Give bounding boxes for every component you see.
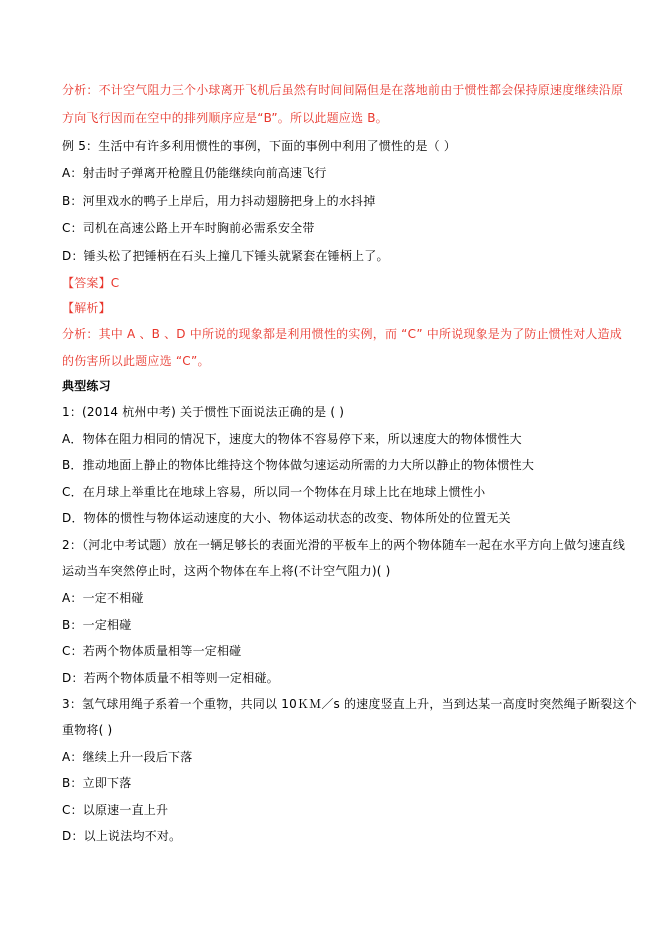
q1-option-d: D．物体的惯性与物体运动速度的大小、物体运动状态的改变、物体所处的位置无关 [62,511,511,525]
q3-option-c: C：以原速一直上升 [62,803,169,817]
q1-option-b: B．推动地面上静止的物体比维持这个物体做匀速运动所需的力大所以静止的物体惯性大 [62,458,535,472]
q2-question-line-1: 2：（河北中考试题）放在一辆足够长的表面光滑的平板车上的两个物体随车一起在水平方向上做匀速直线 [62,538,626,552]
q2-option-b: B：一定相碰 [62,618,132,632]
q1-option-a: A．物体在阻力相同的情况下，速度大的物体不容易停下来，所以速度大的物体惯性大 [62,432,522,446]
q3-option-b: B：立即下落 [62,776,132,790]
example-5-analysis-line-1: 分析：其中 A 、B 、D 中所说的现象都是利用惯性的实例，而 “C” 中所说现象是为了防止惯性对人造成 [62,327,623,341]
example-5-option-c: C：司机在高速公路上开车时胸前必需系安全带 [62,221,315,235]
example-5-option-d: D：锤头松了把锤柄在石头上撞几下锤头就紧套在锤柄上了。 [62,249,389,263]
q1-option-c: C．在月球上举重比在地球上容易，所以同一个物体在月球上比在地球上惯性小 [62,485,486,499]
example-5-option-a: A：射击时子弹离开枪膛且仍能继续向前高速飞行 [62,166,327,180]
q2-question-line-2: 运动当车突然停止时，这两个物体在车上将(不计空气阻力)( ) [62,564,391,578]
q1-question: 1：(2014 杭州中考) 关于惯性下面说法正确的是 ( ) [62,405,345,419]
prev-analysis-line-2: 方向飞行因而在空中的排列顺序应是“B”。所以此题应选 B。 [62,111,388,125]
q3-option-a: A：继续上升一段后下落 [62,750,193,764]
q2-option-a: A：一定不相碰 [62,591,144,605]
q2-option-c: C：若两个物体质量相等一定相碰 [62,644,242,658]
analysis-label: 【解析】 [62,301,111,315]
q3-option-d: D：以上说法均不对。 [62,829,182,843]
practice-heading: 典型练习 [62,379,111,393]
q2-option-d: D：若两个物体质量不相等则一定相碰。 [62,671,279,685]
answer-label: 【答案】C [62,276,120,290]
example-5-analysis-line-2: 的伤害所以此题应选 “C”。 [62,354,210,368]
q3-question-line-2: 重物将( ) [62,723,113,737]
example-5-option-b: B：河里戏水的鸭子上岸后，用力抖动翅膀把身上的水抖掉 [62,194,376,208]
q3-question-line-1: 3：氢气球用绳子系着一个重物，共同以 10ＫＭ／s 的速度竖直上升，当到达某一高度时突然绳子断裂这个 [62,697,637,711]
example-5-question: 例 5：生活中有许多利用惯性的事例，下面的事例中利用了惯性的是（ ） [62,139,457,153]
prev-analysis-line-1: 分析：不计空气阻力三个小球离开飞机后虽然有时间间隔但是在落地前由于惯性都会保持原速度继续沿原 [62,83,624,97]
